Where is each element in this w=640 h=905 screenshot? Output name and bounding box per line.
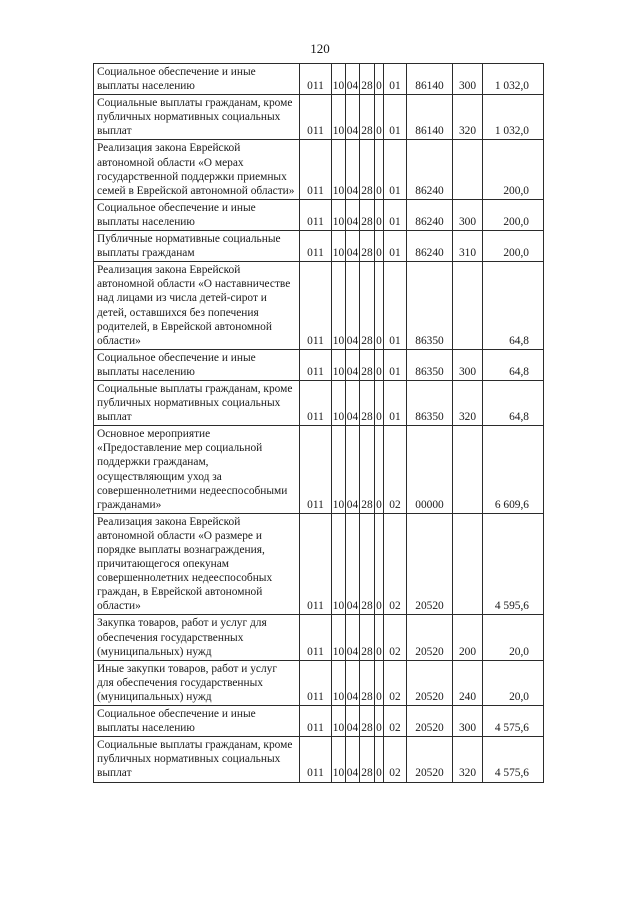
- row-amount: 200,0: [483, 199, 544, 230]
- table-row: [94, 140, 544, 199]
- table-row: [94, 262, 544, 350]
- row-admin-code: 011: [300, 140, 332, 199]
- row-measure-code: 02: [384, 660, 407, 705]
- row-program-code: 28: [360, 140, 375, 199]
- row-admin-code: 011: [300, 615, 332, 660]
- table-body: [94, 64, 544, 783]
- row-amount: 4 595,6: [483, 513, 544, 615]
- row-subsection-code: 04: [346, 231, 360, 262]
- row-program-code: 28: [360, 349, 375, 380]
- row-program-code: 28: [360, 95, 375, 140]
- row-program-code: 28: [360, 615, 375, 660]
- row-subsection-code: 04: [346, 140, 360, 199]
- row-expense-type-code: [453, 513, 483, 615]
- row-name-cell: [94, 95, 300, 140]
- row-subprogram-code: 0: [375, 737, 384, 782]
- row-direction-code: 86350: [407, 262, 453, 350]
- row-subprogram-code: 0: [375, 426, 384, 514]
- row-amount: 4 575,6: [483, 706, 544, 737]
- row-admin-code: 011: [300, 513, 332, 615]
- row-admin-code: 011: [300, 706, 332, 737]
- row-direction-code: 20520: [407, 706, 453, 737]
- row-measure-code: 01: [384, 262, 407, 350]
- row-admin-code: 011: [300, 426, 332, 514]
- row-name-cell: [94, 737, 300, 782]
- row-expense-type-code: 240: [453, 660, 483, 705]
- row-subsection-code: 04: [346, 426, 360, 514]
- row-expense-type-code: [453, 140, 483, 199]
- row-expense-type-code: 310: [453, 231, 483, 262]
- row-amount: 4 575,6: [483, 737, 544, 782]
- row-measure-code: 01: [384, 140, 407, 199]
- row-admin-code: 011: [300, 231, 332, 262]
- row-subprogram-code: 0: [375, 262, 384, 350]
- row-name: Реализация закона Еврейской автономной области «О мерах государственной поддержки приемных семей в Еврейской автономной области»: [97, 142, 295, 197]
- table-row: [94, 199, 544, 230]
- row-name: Социальное обеспечение и иные выплаты населению: [97, 201, 256, 228]
- row-expense-type-code: 300: [453, 349, 483, 380]
- row-amount: 64,8: [483, 262, 544, 350]
- row-program-code: 28: [360, 231, 375, 262]
- row-subprogram-code: 0: [375, 660, 384, 705]
- row-measure-code: 02: [384, 615, 407, 660]
- row-name: Публичные нормативные социальные выплаты гражданам: [97, 233, 281, 260]
- row-admin-code: 011: [300, 660, 332, 705]
- row-name-cell: [94, 706, 300, 737]
- row-name: Реализация закона Еврейской автономной области «О наставничестве над лицами из числа детей-сирот и детей, оставшихся без попечения родителей, в Еврейской автономной области»: [97, 264, 291, 347]
- row-expense-type-code: [453, 426, 483, 514]
- table-row: [94, 64, 544, 95]
- row-subprogram-code: 0: [375, 706, 384, 737]
- row-name: Реализация закона Еврейской автономной области «О размере и порядке выплаты вознаграждения, причитающегося опекунам совершеннолетних недееспособных граждан, в Еврейской автономной области»: [97, 515, 273, 613]
- row-program-code: 28: [360, 513, 375, 615]
- row-subsection-code: 04: [346, 64, 360, 95]
- row-name-cell: [94, 262, 300, 350]
- row-amount: 64,8: [483, 349, 544, 380]
- table-row: [94, 380, 544, 425]
- row-section-code: 10: [332, 426, 346, 514]
- row-section-code: 10: [332, 199, 346, 230]
- row-name-cell: [94, 349, 300, 380]
- row-admin-code: 011: [300, 95, 332, 140]
- row-measure-code: 02: [384, 426, 407, 514]
- row-program-code: 28: [360, 737, 375, 782]
- row-name-cell: [94, 513, 300, 615]
- row-amount: 1 032,0: [483, 64, 544, 95]
- row-direction-code: 86240: [407, 140, 453, 199]
- row-expense-type-code: 320: [453, 737, 483, 782]
- row-subprogram-code: 0: [375, 64, 384, 95]
- row-name: Основное мероприятие «Предоставление мер социальной поддержки гражданам, осуществляющим уход за совершеннолетними недееспособными гражданами»: [97, 428, 288, 511]
- row-section-code: 10: [332, 140, 346, 199]
- row-measure-code: 01: [384, 349, 407, 380]
- row-name: Закупка товаров, работ и услуг для обеспечения государственных (муниципальных) нужд: [97, 617, 267, 658]
- row-subprogram-code: 0: [375, 380, 384, 425]
- row-section-code: 10: [332, 64, 346, 95]
- row-direction-code: 20520: [407, 615, 453, 660]
- table-row: [94, 737, 544, 782]
- row-admin-code: 011: [300, 64, 332, 95]
- row-amount: 20,0: [483, 660, 544, 705]
- row-amount: 64,8: [483, 380, 544, 425]
- row-direction-code: 20520: [407, 513, 453, 615]
- row-name: Социальные выплаты гражданам, кроме публичных нормативных социальных выплат: [97, 382, 293, 424]
- row-section-code: 10: [332, 380, 346, 425]
- row-direction-code: 86140: [407, 64, 453, 95]
- row-name: Иные закупки товаров, работ и услуг для обеспечения государственных (муниципальных) нужд: [97, 662, 278, 703]
- table-row: [94, 660, 544, 705]
- row-subsection-code: 04: [346, 95, 360, 140]
- row-admin-code: 011: [300, 199, 332, 230]
- row-name-cell: [94, 140, 300, 199]
- row-program-code: 28: [360, 262, 375, 350]
- row-expense-type-code: 300: [453, 706, 483, 737]
- row-expense-type-code: 200: [453, 615, 483, 660]
- row-measure-code: 02: [384, 737, 407, 782]
- row-direction-code: 00000: [407, 426, 453, 514]
- row-name: Социальные выплаты гражданам, кроме публичных нормативных социальных выплат: [97, 739, 293, 780]
- row-name: Социальные выплаты гражданам, кроме публичных нормативных социальных выплат: [97, 97, 293, 138]
- row-program-code: 28: [360, 199, 375, 230]
- row-section-code: 10: [332, 513, 346, 615]
- row-subprogram-code: 0: [375, 231, 384, 262]
- row-amount: 20,0: [483, 615, 544, 660]
- row-measure-code: 02: [384, 513, 407, 615]
- row-name: Социальное обеспечение и иные выплаты населению: [97, 351, 256, 378]
- row-subsection-code: 04: [346, 706, 360, 737]
- table-row: [94, 231, 544, 262]
- row-direction-code: 20520: [407, 737, 453, 782]
- row-name: Социальное обеспечение и иные выплаты населению: [97, 66, 256, 93]
- row-admin-code: 011: [300, 380, 332, 425]
- table-row: [94, 615, 544, 660]
- row-program-code: 28: [360, 660, 375, 705]
- row-measure-code: 01: [384, 199, 407, 230]
- row-admin-code: 011: [300, 737, 332, 782]
- row-direction-code: 86240: [407, 199, 453, 230]
- row-expense-type-code: [453, 262, 483, 350]
- row-direction-code: 86350: [407, 380, 453, 425]
- row-subprogram-code: 0: [375, 140, 384, 199]
- row-direction-code: 86350: [407, 349, 453, 380]
- row-amount: 6 609,6: [483, 426, 544, 514]
- row-section-code: 10: [332, 737, 346, 782]
- table-row: [94, 706, 544, 737]
- row-subsection-code: 04: [346, 737, 360, 782]
- row-section-code: 10: [332, 262, 346, 350]
- row-subsection-code: 04: [346, 349, 360, 380]
- row-section-code: 10: [332, 231, 346, 262]
- row-subsection-code: 04: [346, 262, 360, 350]
- row-program-code: 28: [360, 426, 375, 514]
- row-subsection-code: 04: [346, 513, 360, 615]
- row-program-code: 28: [360, 706, 375, 737]
- row-name-cell: [94, 380, 300, 425]
- row-subsection-code: 04: [346, 660, 360, 705]
- row-expense-type-code: 300: [453, 64, 483, 95]
- row-measure-code: 02: [384, 706, 407, 737]
- table-row: [94, 426, 544, 514]
- row-subprogram-code: 0: [375, 513, 384, 615]
- table-row: [94, 95, 544, 140]
- row-subprogram-code: 0: [375, 199, 384, 230]
- row-name-cell: [94, 426, 300, 514]
- row-name-cell: [94, 615, 300, 660]
- row-expense-type-code: 300: [453, 199, 483, 230]
- table-row: [94, 349, 544, 380]
- row-section-code: 10: [332, 349, 346, 380]
- row-measure-code: 01: [384, 231, 407, 262]
- row-expense-type-code: 320: [453, 380, 483, 425]
- row-section-code: 10: [332, 615, 346, 660]
- row-subprogram-code: 0: [375, 95, 384, 140]
- row-subprogram-code: 0: [375, 349, 384, 380]
- budget-table: [93, 63, 544, 783]
- row-name-cell: [94, 64, 300, 95]
- table-row: [94, 513, 544, 615]
- row-direction-code: 86140: [407, 95, 453, 140]
- row-admin-code: 011: [300, 349, 332, 380]
- row-subsection-code: 04: [346, 199, 360, 230]
- row-measure-code: 01: [384, 380, 407, 425]
- row-amount: 1 032,0: [483, 95, 544, 140]
- row-measure-code: 01: [384, 95, 407, 140]
- row-program-code: 28: [360, 380, 375, 425]
- row-name: Социальное обеспечение и иные выплаты населению: [97, 708, 256, 735]
- row-direction-code: 20520: [407, 660, 453, 705]
- row-section-code: 10: [332, 95, 346, 140]
- row-name-cell: [94, 231, 300, 262]
- row-expense-type-code: 320: [453, 95, 483, 140]
- row-subsection-code: 04: [346, 615, 360, 660]
- row-measure-code: 01: [384, 64, 407, 95]
- row-amount: 200,0: [483, 140, 544, 199]
- row-subsection-code: 04: [346, 380, 360, 425]
- row-program-code: 28: [360, 64, 375, 95]
- row-direction-code: 86240: [407, 231, 453, 262]
- row-section-code: 10: [332, 660, 346, 705]
- row-name-cell: [94, 199, 300, 230]
- page-number: 120: [310, 41, 330, 56]
- row-section-code: 10: [332, 706, 346, 737]
- row-subprogram-code: 0: [375, 615, 384, 660]
- row-name-cell: [94, 660, 300, 705]
- row-admin-code: 011: [300, 262, 332, 350]
- row-amount: 200,0: [483, 231, 544, 262]
